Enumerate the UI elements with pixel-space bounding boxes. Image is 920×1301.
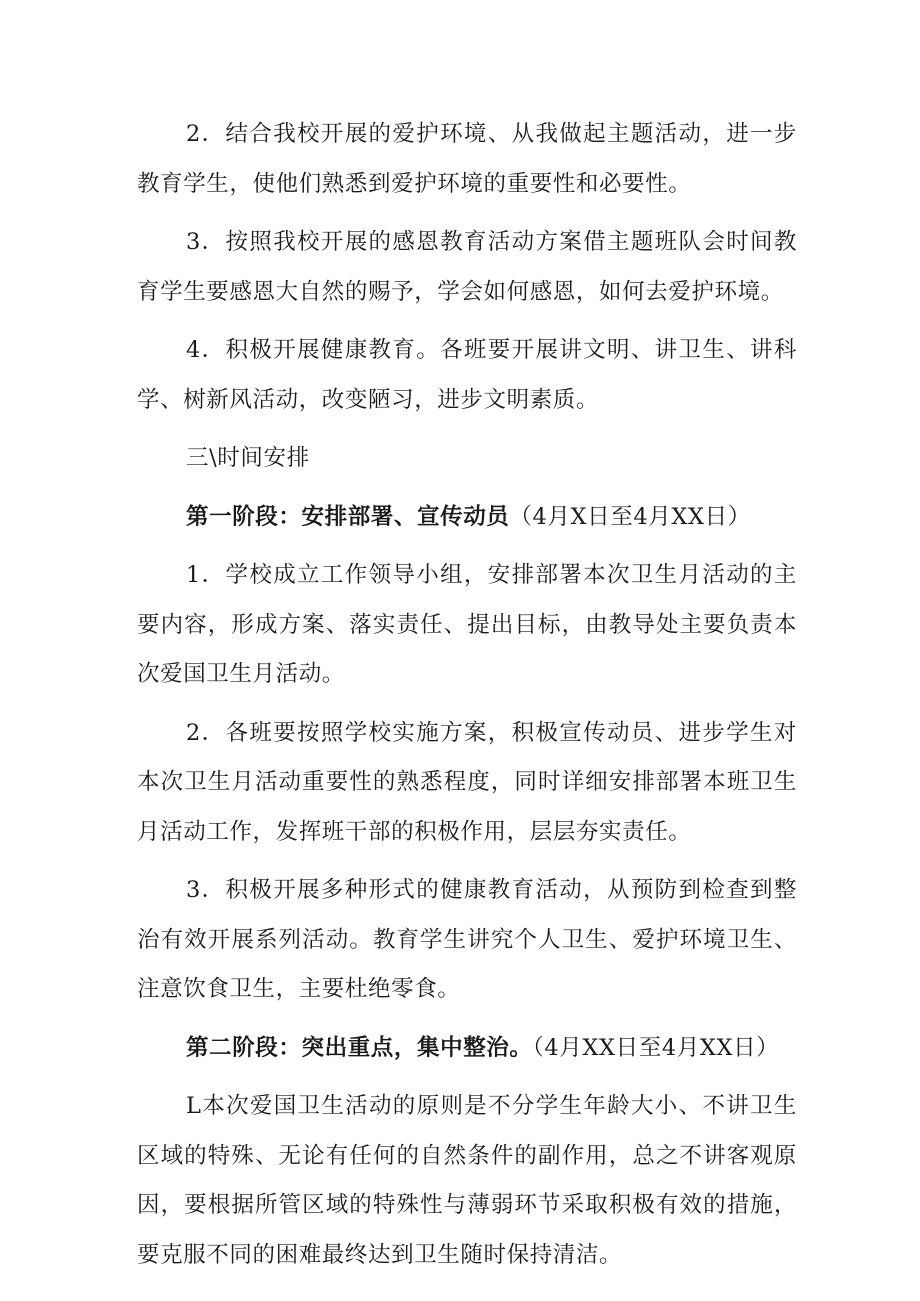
stage-one-label: 第一阶段：安排部署、宣传动员 <box>186 503 510 530</box>
stage-one-dates: （4月X日至4月XX日） <box>509 503 751 530</box>
paragraph-item-2: 2．结合我校开展的爱护环境、从我做起主题活动，进一步教育学生，使他们熟悉到爱护环境的重要性和必要性。 <box>137 121 797 197</box>
stage-two-dates: （4月XX日至4月XX日） <box>532 1034 780 1061</box>
stage-two-item-1: L本次爱国卫生活动的原则是不分学生年龄大小、不讲卫生区域的特殊、无论有任何的自然条件的副作用，总之不讲客观原因，要根据所管区域的特殊性与薄弱环节采取积极有效的措施，要克服不同的困难最终达到卫生随时保持清洁。 <box>137 1093 797 1268</box>
stage-one-item-2: 2．各班要按照学校实施方案，积极宣传动员、进步学生对本次卫生月活动重要性的熟悉程度，同时详细安排部署本班卫生月活动工作，发挥班干部的积极作用，层层夯实责任。 <box>137 719 797 845</box>
stage-two-label: 第二阶段：突出重点，集中整治。 <box>186 1034 533 1061</box>
stage-one-item-1: 1．学校成立工作领导小组，安排部署本次卫生月活动的主要内容，形成方案、落实责任、提出目标，由教导处主要负责本次爱国卫生月活动。 <box>137 562 797 687</box>
stage-one-item-3: 3．积极开展多种形式的健康教育活动，从预防到检查到整治有效开展系列活动。教育学生讲究个人卫生、爱护环境卫生、注意饮食卫生，主要杜绝零食。 <box>137 877 797 1002</box>
stage-two-heading <box>137 1024 797 1074</box>
paragraph-item-4: 4．积极开展健康教育。各班要开展讲文明、讲卫生、讲科学、树新风活动，改变陋习，进步文明素质。 <box>137 337 797 413</box>
stage-one-heading <box>137 493 797 543</box>
section-heading-schedule: 三\时间安排 <box>186 445 310 471</box>
document-body <box>137 110 797 1289</box>
paragraph-item-3: 3．按照我校开展的感恩教育活动方案借主题班队会时间教育学生要感恩大自然的赐予，学会如何感恩，如何去爱护环境。 <box>137 229 797 305</box>
